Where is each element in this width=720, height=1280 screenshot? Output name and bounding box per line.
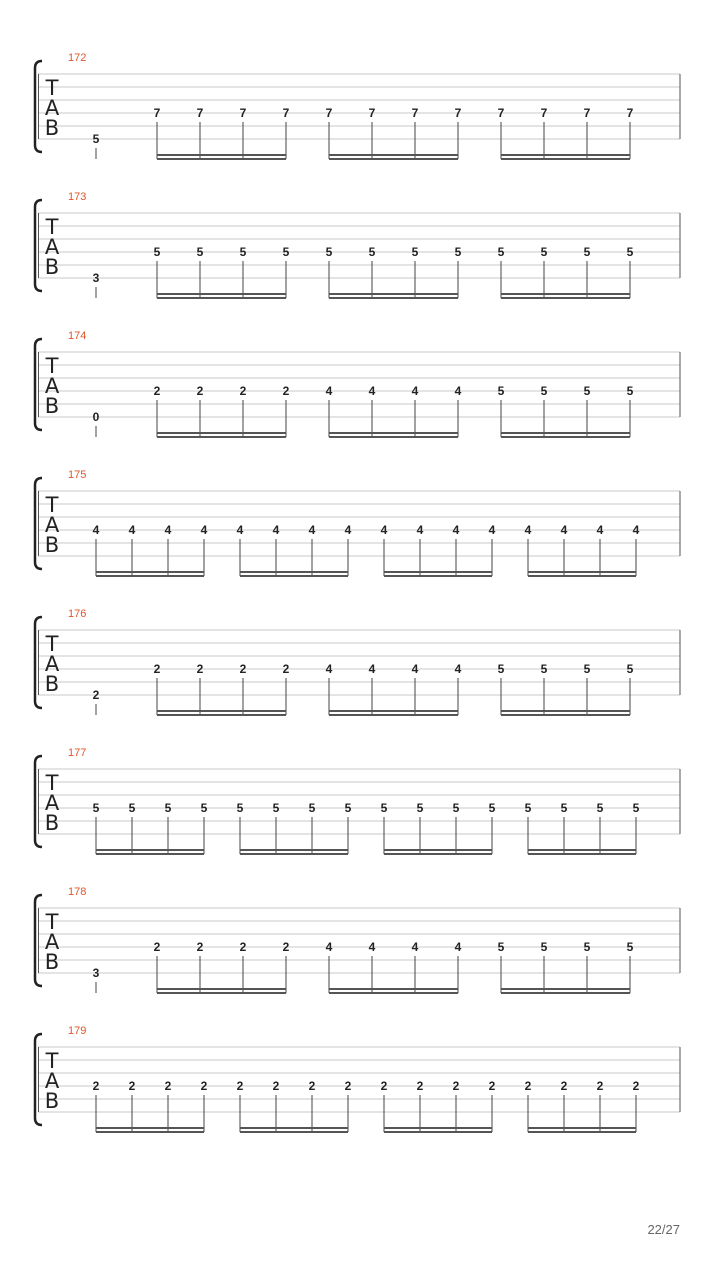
note-group: [381, 523, 496, 576]
fret-number: 7: [239, 106, 247, 120]
fret-number: 3: [92, 966, 100, 980]
tab-clef-letter: T: [45, 354, 59, 378]
note-group: [326, 384, 462, 437]
fret-number: 5: [200, 801, 208, 815]
fret-number: 2: [200, 1079, 208, 1093]
fret-number: 4: [454, 384, 462, 398]
tab-clef-letter: T: [45, 215, 59, 239]
fret-number: 5: [416, 801, 424, 815]
fret-number: 5: [308, 801, 316, 815]
note-group: [154, 245, 290, 298]
fret-number: 7: [540, 106, 548, 120]
fret-number: 4: [380, 523, 388, 537]
note-group: [498, 384, 634, 437]
note-group: [498, 940, 634, 993]
note-group: [93, 523, 208, 576]
fret-number: 2: [488, 1079, 496, 1093]
fret-number: 5: [497, 245, 505, 259]
fret-number: 5: [583, 662, 591, 676]
fret-number: 4: [325, 662, 333, 676]
measure-number: 172: [68, 52, 87, 64]
measure-number: 173: [68, 191, 87, 203]
fret-number: 2: [272, 1079, 280, 1093]
fret-number: 4: [368, 662, 376, 676]
tab-clef-letter: B: [44, 394, 60, 418]
fret-number: 5: [626, 384, 634, 398]
fret-number: 5: [540, 940, 548, 954]
fret-number: 5: [368, 245, 376, 259]
note-group: [237, 1079, 352, 1132]
fret-number: 7: [454, 106, 462, 120]
tab-staff: [35, 191, 680, 298]
note-group: [154, 106, 290, 159]
fret-number: 7: [196, 106, 204, 120]
fret-number: 5: [236, 801, 244, 815]
tab-staff: [35, 1025, 680, 1132]
fret-number: 2: [153, 384, 161, 398]
fret-number: 2: [196, 940, 204, 954]
fret-number: 4: [325, 940, 333, 954]
tab-staff: [35, 52, 680, 159]
fret-number: 2: [92, 688, 100, 702]
tab-clef-letter: T: [45, 632, 59, 656]
fret-number: 4: [164, 523, 172, 537]
fret-number: 5: [196, 245, 204, 259]
note-group: [237, 801, 352, 854]
fret-number: 7: [282, 106, 290, 120]
fret-number: 5: [583, 245, 591, 259]
fret-number: 4: [454, 662, 462, 676]
fret-number: 4: [128, 523, 136, 537]
fret-number: 4: [452, 523, 460, 537]
fret-number: 2: [196, 662, 204, 676]
fret-number: 2: [196, 384, 204, 398]
note-group: [93, 801, 208, 854]
fret-number: 2: [282, 940, 290, 954]
measure-number: 176: [68, 608, 87, 620]
note-group: [498, 245, 634, 298]
tab-clef-letter: B: [44, 1089, 60, 1113]
note-group: [326, 245, 462, 298]
tab-clef-letter: A: [44, 652, 60, 676]
fret-number: 4: [416, 523, 424, 537]
fret-number: 4: [411, 384, 419, 398]
tab-clef-letter: B: [44, 533, 60, 557]
note-group: [154, 384, 290, 437]
measure-number: 174: [68, 330, 87, 342]
fret-number: 7: [368, 106, 376, 120]
fret-number: 5: [128, 801, 136, 815]
fret-number: 4: [596, 523, 604, 537]
fret-number: 2: [164, 1079, 172, 1093]
note-group: [525, 523, 640, 576]
tab-clef-letter: B: [44, 811, 60, 835]
fret-number: 5: [583, 940, 591, 954]
fret-number: 5: [540, 662, 548, 676]
note-group: [381, 1079, 496, 1132]
tab-clef-letter: B: [44, 950, 60, 974]
fret-number: 2: [239, 940, 247, 954]
fret-number: 2: [236, 1079, 244, 1093]
note-group: [237, 523, 352, 576]
fret-number: 2: [560, 1079, 568, 1093]
fret-number: 5: [497, 662, 505, 676]
fret-number: 4: [411, 662, 419, 676]
note-group: [525, 801, 640, 854]
tab-clef-letter: T: [45, 1049, 59, 1073]
fret-number: 5: [92, 132, 100, 146]
note-group: [154, 940, 290, 993]
fret-number: 4: [92, 523, 100, 537]
fret-number: 5: [411, 245, 419, 259]
tab-clef-letter: T: [45, 771, 59, 795]
note-group: [326, 106, 462, 159]
note-group: [498, 106, 634, 159]
fret-number: 5: [626, 245, 634, 259]
tab-clef-letter: A: [44, 96, 60, 120]
fret-number: 2: [632, 1079, 640, 1093]
fret-number: 5: [632, 801, 640, 815]
tab-clef-letter: T: [45, 493, 59, 517]
note-group: [93, 1079, 208, 1132]
note-group: [498, 662, 634, 715]
fret-number: 4: [368, 940, 376, 954]
measure-number: 175: [68, 469, 87, 481]
note-group: [326, 662, 462, 715]
tab-clef-letter: T: [45, 76, 59, 100]
fret-number: 4: [454, 940, 462, 954]
fret-number: 5: [626, 940, 634, 954]
fret-number: 4: [524, 523, 532, 537]
fret-number: 5: [92, 801, 100, 815]
fret-number: 2: [452, 1079, 460, 1093]
fret-number: 5: [524, 801, 532, 815]
page-number: 22/27: [647, 1222, 680, 1237]
tab-clef-letter: A: [44, 1069, 60, 1093]
tab-clef-letter: A: [44, 930, 60, 954]
fret-number: 5: [454, 245, 462, 259]
measure-number: 177: [68, 747, 87, 759]
tab-clef-letter: B: [44, 672, 60, 696]
fret-number: 5: [272, 801, 280, 815]
fret-number: 7: [583, 106, 591, 120]
fret-number: 2: [416, 1079, 424, 1093]
fret-number: 4: [236, 523, 244, 537]
fret-number: 5: [344, 801, 352, 815]
tab-staff: [35, 886, 680, 993]
tab-clef-letter: A: [44, 791, 60, 815]
fret-number: 5: [540, 245, 548, 259]
fret-number: 5: [325, 245, 333, 259]
fret-number: 7: [325, 106, 333, 120]
fret-number: 2: [153, 940, 161, 954]
fret-number: 5: [540, 384, 548, 398]
fret-number: 7: [153, 106, 161, 120]
fret-number: 5: [596, 801, 604, 815]
measure-number: 179: [68, 1025, 87, 1037]
fret-number: 2: [153, 662, 161, 676]
fret-number: 0: [92, 410, 100, 424]
fret-number: 2: [344, 1079, 352, 1093]
fret-number: 3: [92, 271, 100, 285]
fret-number: 2: [239, 384, 247, 398]
fret-number: 4: [488, 523, 496, 537]
tab-staff: [35, 330, 680, 437]
fret-number: 2: [380, 1079, 388, 1093]
fret-number: 5: [239, 245, 247, 259]
note-group: [154, 662, 290, 715]
fret-number: 5: [488, 801, 496, 815]
fret-number: 2: [239, 662, 247, 676]
fret-number: 5: [560, 801, 568, 815]
tab-clef-letter: B: [44, 116, 60, 140]
fret-number: 2: [308, 1079, 316, 1093]
tab-clef-letter: A: [44, 374, 60, 398]
fret-number: 5: [497, 384, 505, 398]
tab-clef-letter: A: [44, 235, 60, 259]
fret-number: 4: [411, 940, 419, 954]
fret-number: 5: [282, 245, 290, 259]
fret-number: 7: [626, 106, 634, 120]
fret-number: 7: [497, 106, 505, 120]
fret-number: 4: [344, 523, 352, 537]
fret-number: 7: [411, 106, 419, 120]
fret-number: 2: [282, 662, 290, 676]
note-group: [381, 801, 496, 854]
fret-number: 5: [626, 662, 634, 676]
fret-number: 2: [596, 1079, 604, 1093]
fret-number: 4: [560, 523, 568, 537]
fret-number: 4: [272, 523, 280, 537]
fret-number: 5: [380, 801, 388, 815]
note-group: [525, 1079, 640, 1132]
fret-number: 4: [200, 523, 208, 537]
fret-number: 4: [632, 523, 640, 537]
fret-number: 5: [164, 801, 172, 815]
fret-number: 2: [524, 1079, 532, 1093]
fret-number: 4: [325, 384, 333, 398]
tab-staff: [35, 747, 680, 854]
fret-number: 2: [92, 1079, 100, 1093]
tab-clef-letter: B: [44, 255, 60, 279]
fret-number: 5: [583, 384, 591, 398]
fret-number: 2: [128, 1079, 136, 1093]
fret-number: 2: [282, 384, 290, 398]
tab-clef-letter: T: [45, 910, 59, 934]
note-group: [326, 940, 462, 993]
measure-number: 178: [68, 886, 87, 898]
tab-staff: [35, 608, 680, 715]
fret-number: 5: [153, 245, 161, 259]
tab-staff: [35, 469, 680, 576]
fret-number: 4: [368, 384, 376, 398]
fret-number: 5: [452, 801, 460, 815]
fret-number: 4: [308, 523, 316, 537]
tab-clef-letter: A: [44, 513, 60, 537]
fret-number: 5: [497, 940, 505, 954]
